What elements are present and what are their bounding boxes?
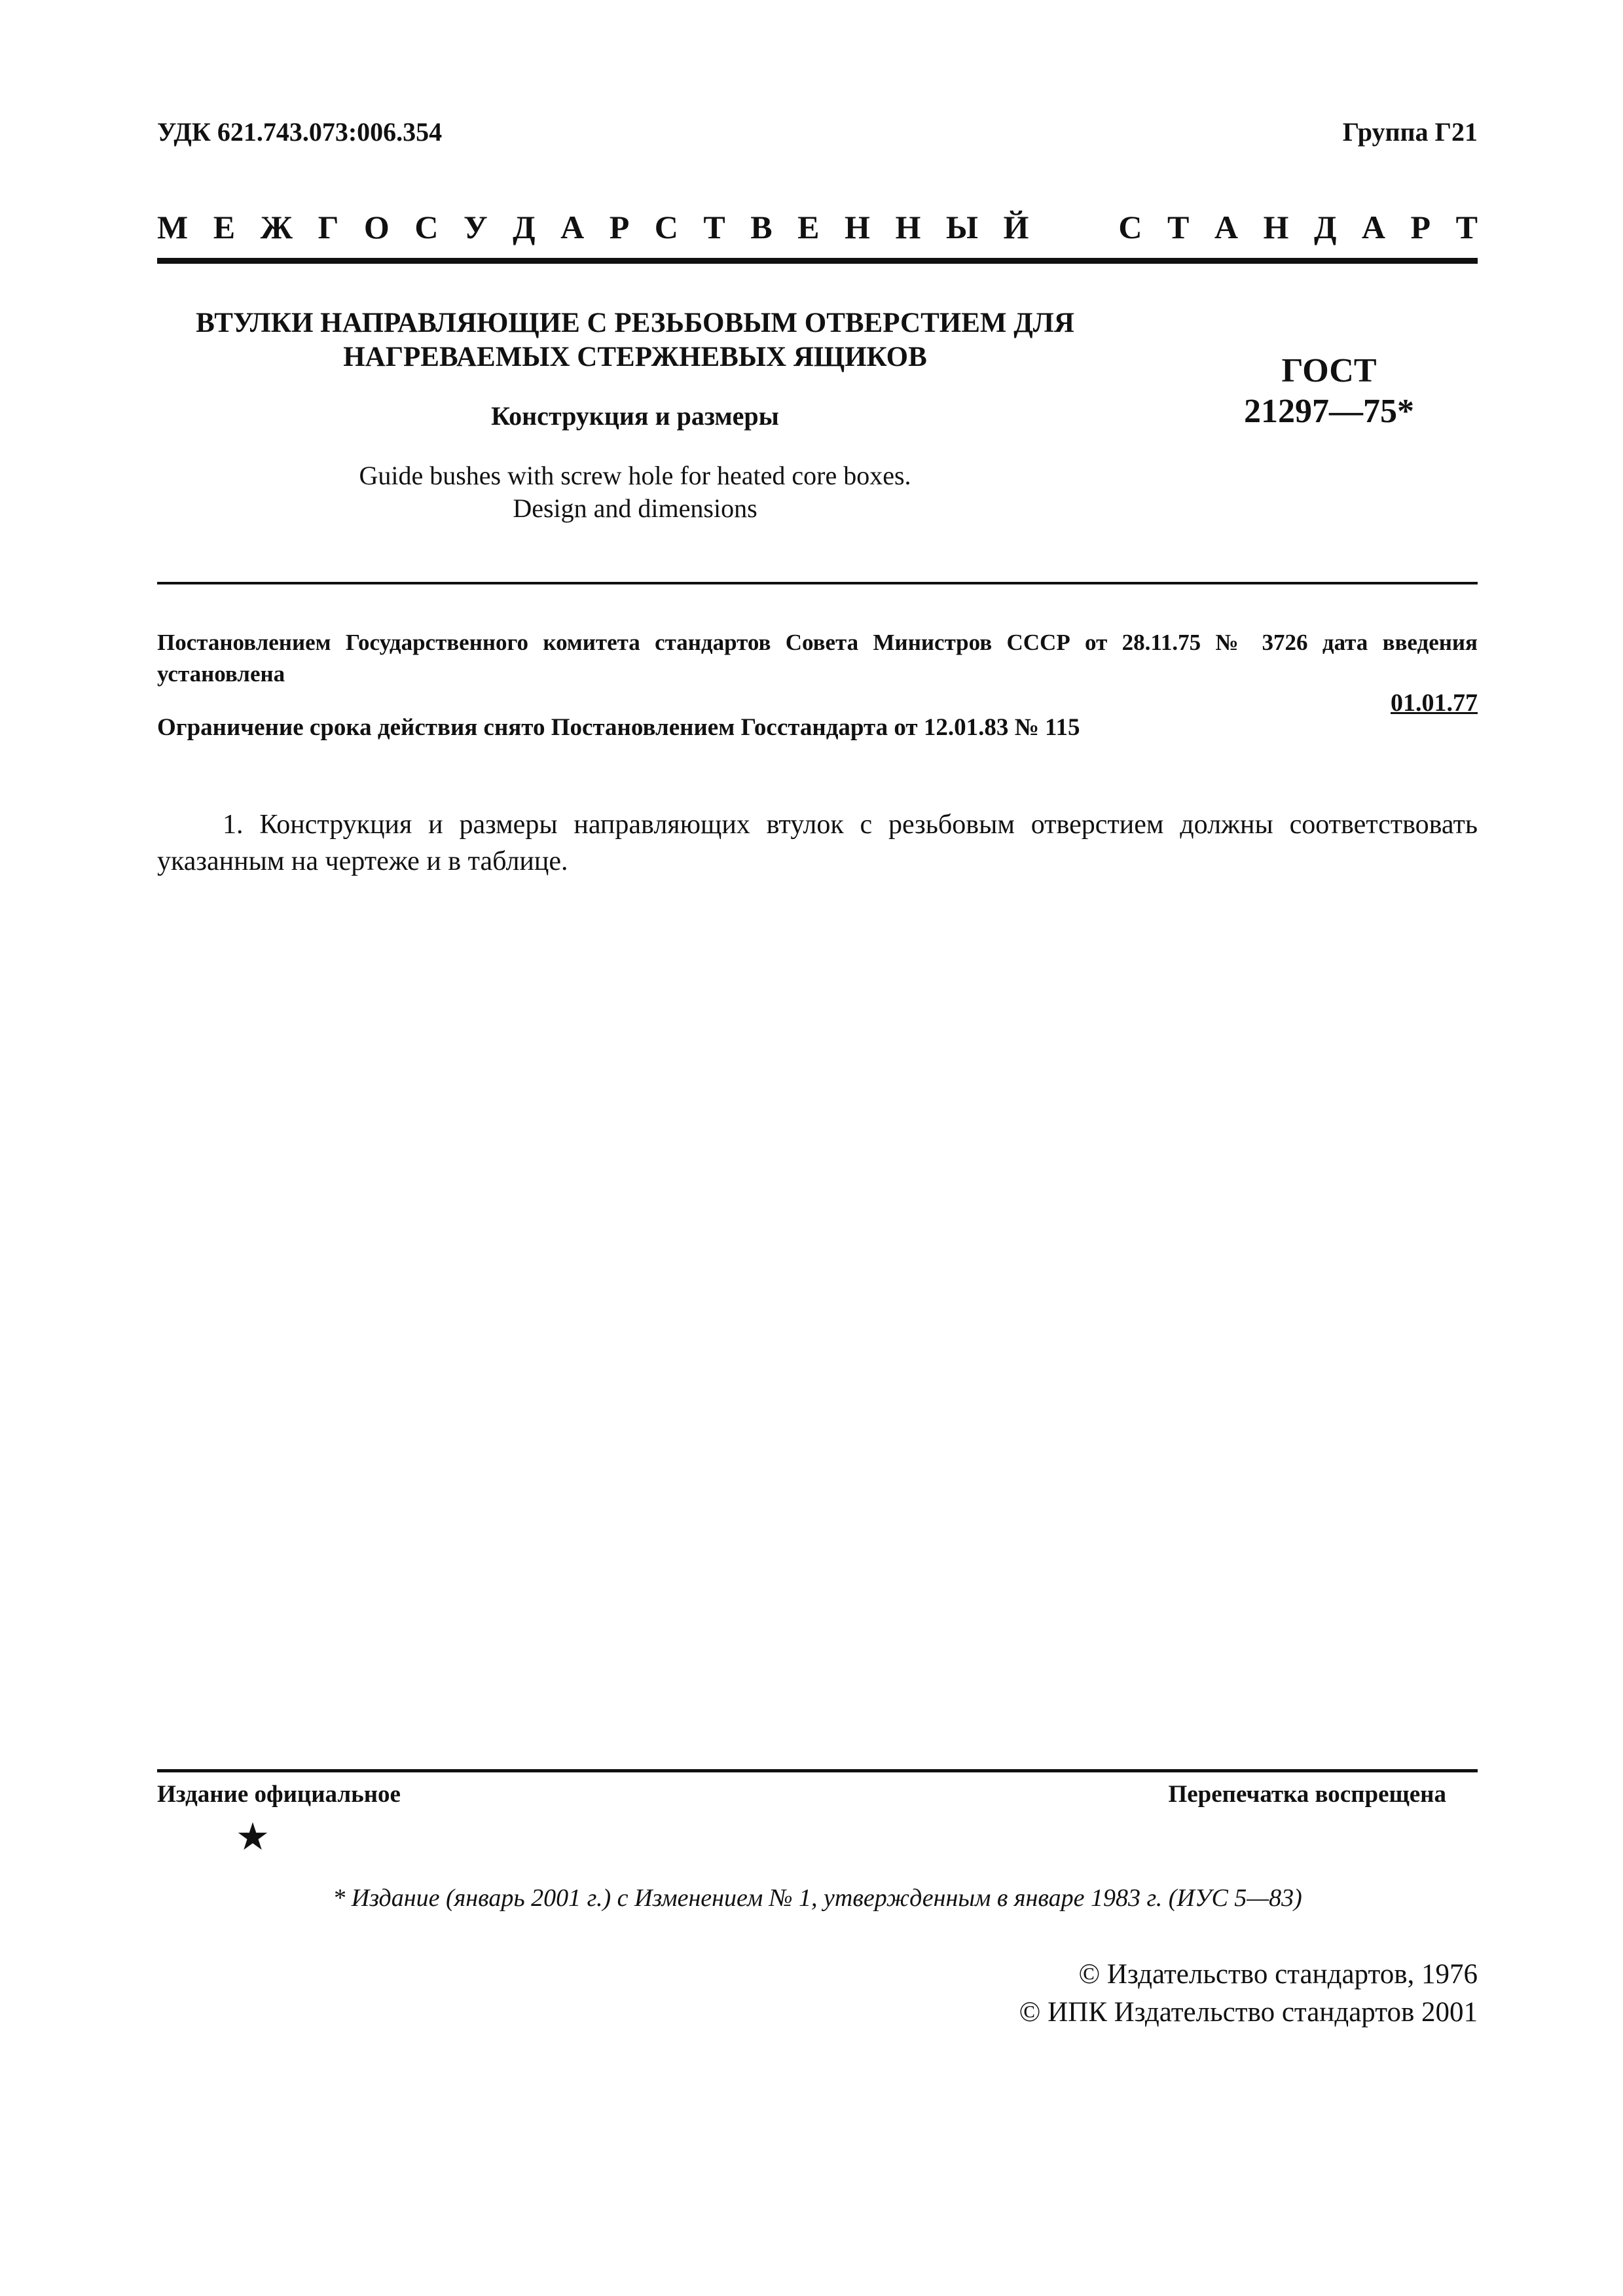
heading-letter: Т: [1167, 209, 1190, 245]
english-title-line-2: Design and dimensions: [513, 493, 757, 523]
heading-letter: Е: [213, 209, 236, 245]
heading-letter: С: [414, 209, 439, 245]
heading-letter: Р: [609, 209, 630, 245]
edition-footnote: * Издание (январь 2001 г.) с Изменением № 1, утвержденным в январе 1983 г. (ИУС 5—83): [333, 1884, 1302, 1912]
heading-letter: Т: [1455, 209, 1478, 245]
udk-code: УДК 621.743.073:006.354: [157, 117, 443, 147]
gost-number: 21297—75*: [1244, 393, 1414, 430]
heading-letter: М: [157, 209, 189, 245]
heading-letter: А: [1214, 209, 1239, 245]
top-thick-rule: [157, 258, 1478, 264]
footer-rule: [157, 1769, 1478, 1772]
heading-letter: Г: [318, 209, 339, 245]
copyright-1976: © Издательство стандартов, 1976: [1078, 1959, 1478, 1990]
heading-letter: Ы: [945, 209, 978, 245]
heading-letter: В: [750, 209, 773, 245]
paragraph-1: 1. Конструкция и размеры направляющих втулок с резьбовым отверстием должны соответствовать указанным на чертеже и в таблице.: [157, 810, 1478, 876]
interstate-standard-heading: [157, 208, 1478, 246]
official-edition-label: Издание официальное: [157, 1781, 401, 1808]
heading-letter: С: [1118, 209, 1142, 245]
english-title: [157, 459, 1113, 525]
heading-letter: Ж: [260, 209, 293, 245]
heading-letter: А: [560, 209, 585, 245]
heading-word-gap: [1054, 208, 1093, 246]
heading-letter: Р: [1410, 209, 1431, 245]
copyright-2001: © ИПК Издательство стандартов 2001: [1019, 1997, 1478, 2028]
star-icon: ★: [236, 1816, 270, 1858]
limitation-text: Ограничение срока действия снято Постановлением Госстандарта от 12.01.83 № 115: [157, 714, 1080, 741]
heading-letter: А: [1361, 209, 1385, 245]
gost-label: ГОСТ: [1281, 352, 1377, 389]
decree-text: Постановлением Государственного комитета стандартов Совета Министров СССР от 28.11.75 № 3726 дата введения установлена: [157, 630, 1478, 687]
document-title: [157, 306, 1113, 374]
title-line-1: ВТУЛКИ НАПРАВЛЯЮЩИЕ С РЕЗЬБОВЫМ ОТВЕРСТИЕМ ДЛЯ: [196, 308, 1074, 338]
title-line-2: НАГРЕВАЕМЫХ СТЕРЖНЕВЫХ ЯЩИКОВ: [343, 342, 927, 372]
heading-letter: У: [463, 209, 488, 245]
heading-letter: Е: [797, 209, 820, 245]
heading-letter: Д: [1313, 209, 1337, 245]
heading-letter: О: [363, 209, 390, 245]
heading-letter: Т: [703, 209, 725, 245]
document-subtitle: Конструкция и размеры: [491, 401, 779, 431]
heading-letter: Й: [1003, 209, 1029, 245]
gost-designation: [1198, 351, 1460, 432]
heading-letter: Д: [513, 209, 536, 245]
title-divider: [157, 582, 1478, 584]
reprint-prohibited-label: Перепечатка воспрещена: [1168, 1781, 1446, 1808]
group-code: Группа Г21: [1342, 117, 1478, 147]
effective-date: 01.01.77: [1391, 689, 1478, 717]
heading-letter: Н: [845, 209, 870, 245]
heading-letter: С: [654, 209, 678, 245]
heading-letter: Н: [1263, 209, 1289, 245]
english-title-line-1: Guide bushes with screw hole for heated core boxes.: [359, 461, 911, 490]
heading-letter: Н: [895, 209, 921, 245]
